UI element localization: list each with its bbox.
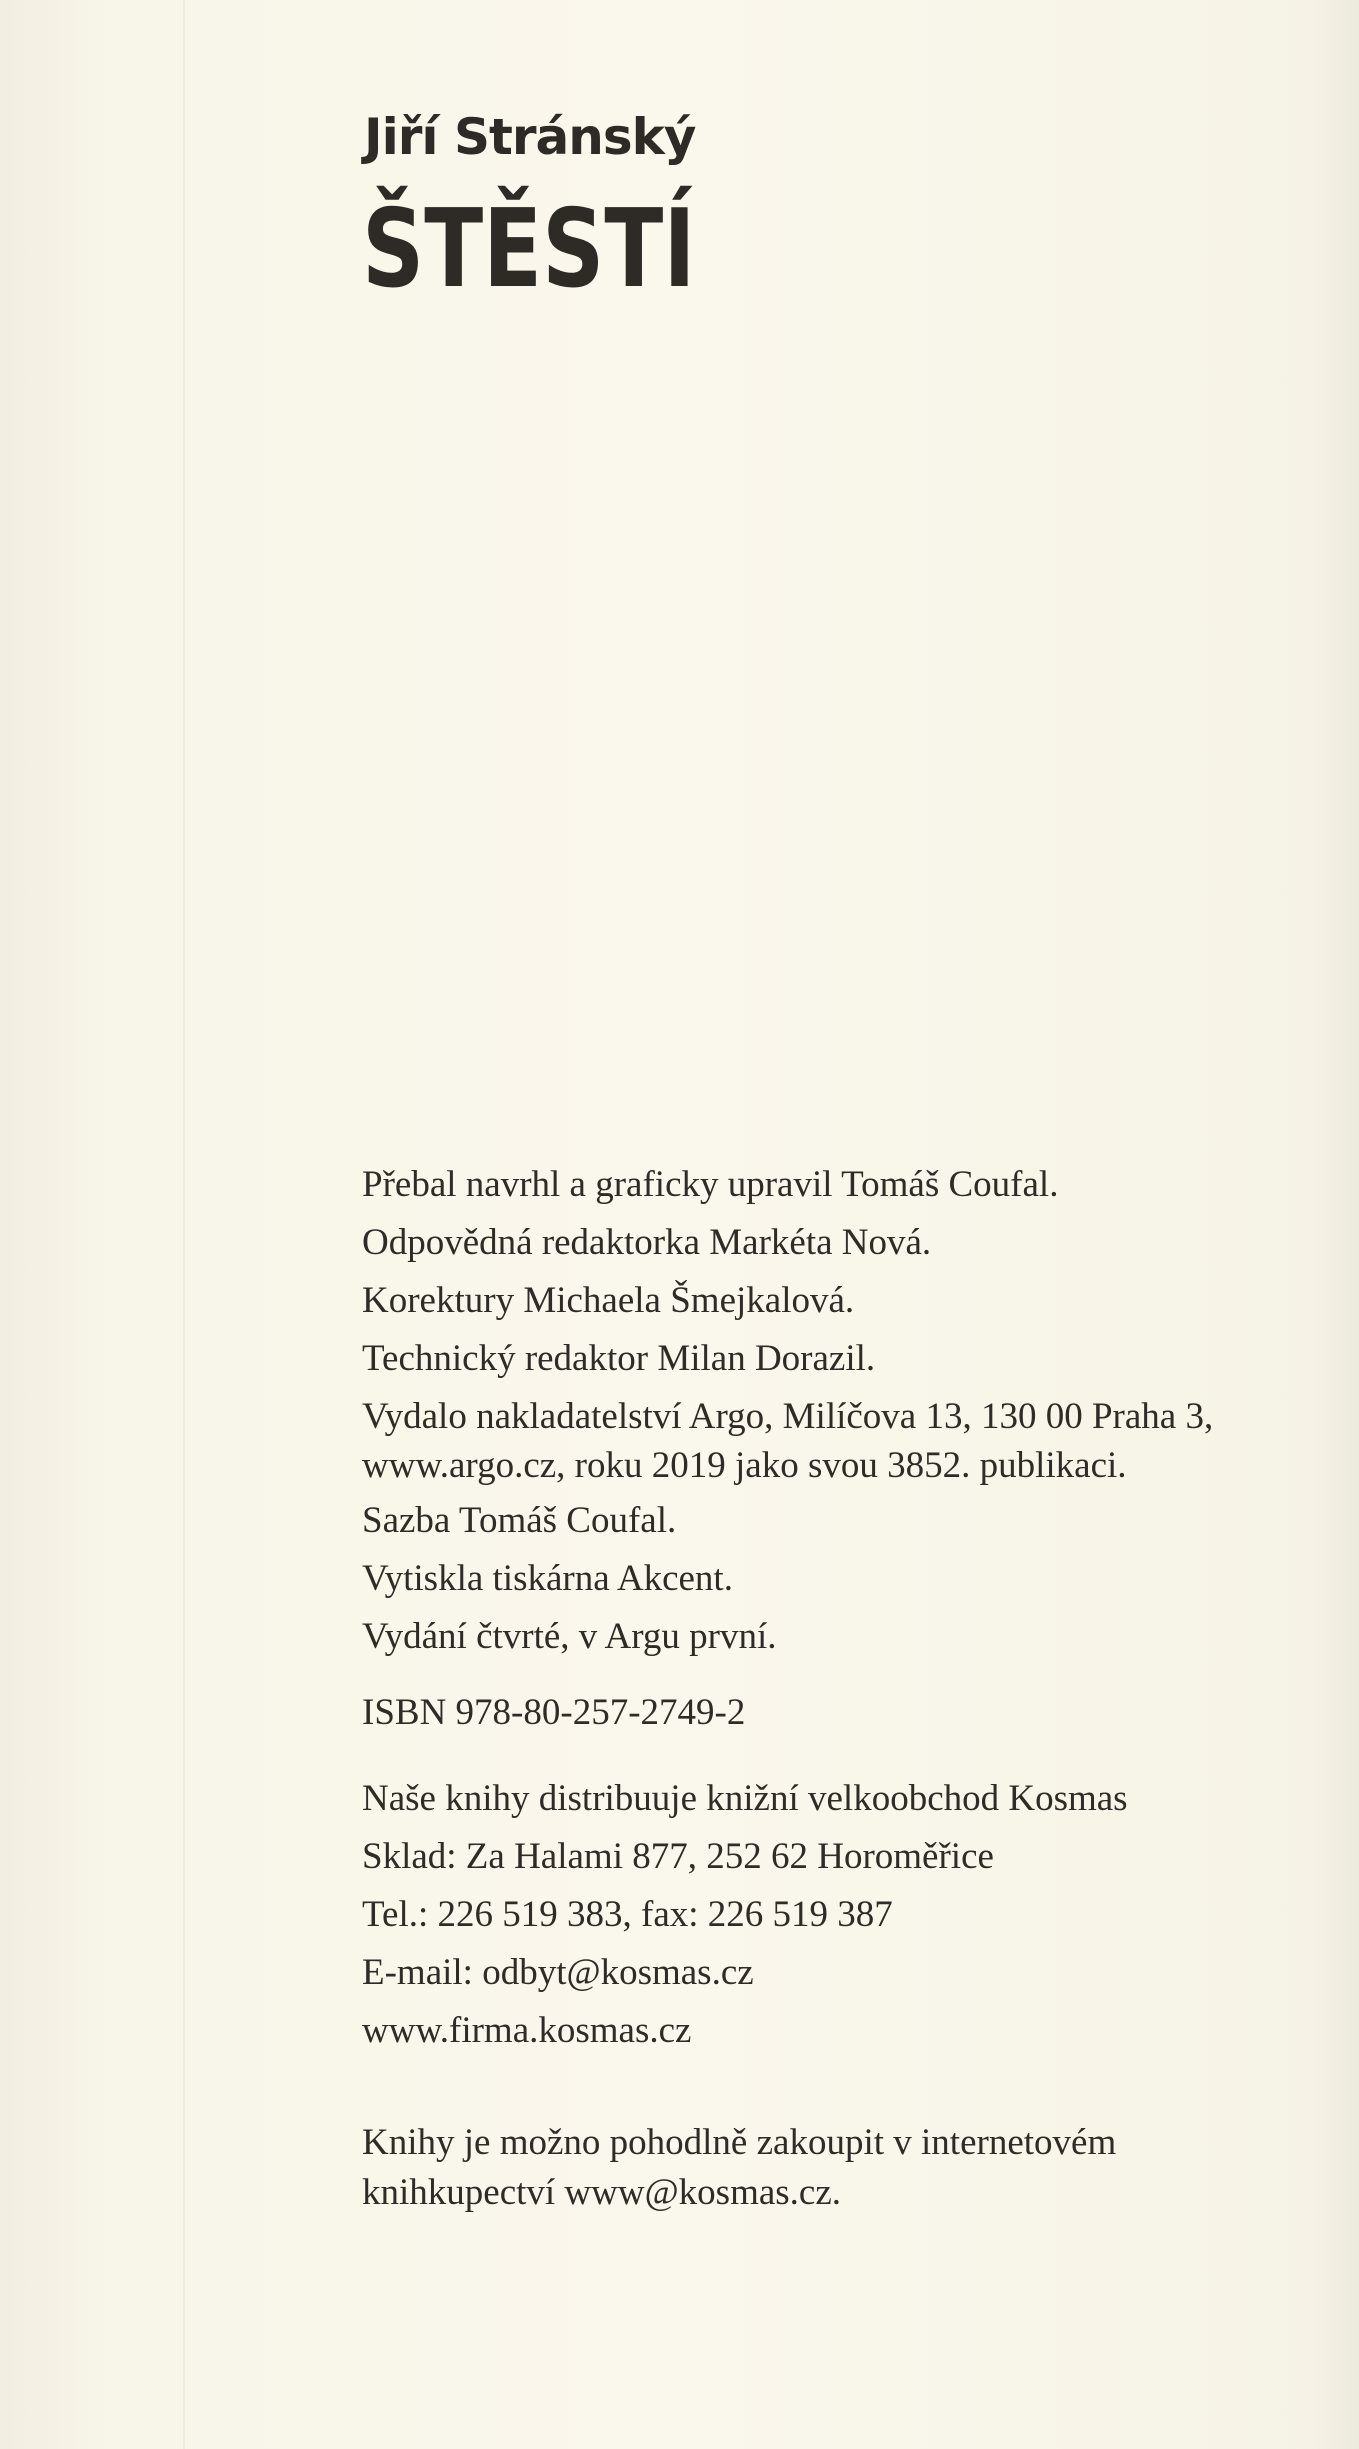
credit-typesetting: Sazba Tomáš Coufal. xyxy=(362,1500,677,1541)
credit-editor: Odpovědná redaktorka Markéta Nová. xyxy=(362,1222,932,1263)
distribution-phone: Tel.: 226 519 383, fax: 226 519 387 xyxy=(362,1894,893,1935)
credit-cover-design: Přebal navrhl a graficky upravil Tomáš Coufal. xyxy=(362,1164,1059,1205)
publisher-line-1: Vydalo nakladatelství Argo, Milíčova 13, 130 00 Praha 3, xyxy=(362,1396,1214,1437)
distribution-warehouse: Sklad: Za Halami 877, 252 62 Horoměřice xyxy=(362,1836,994,1877)
distribution-web: www.firma.kosmas.cz xyxy=(362,2010,692,2051)
author-name: Jiří Stránský xyxy=(364,108,696,166)
online-shop-line-2: knihkupectví www@kosmas.cz. xyxy=(362,2172,842,2213)
credit-printing: Vytiskla tiskárna Akcent. xyxy=(362,1558,733,1599)
edition-note: Vydání čtvrté, v Argu první. xyxy=(362,1616,777,1657)
credit-technical-editor: Technický redaktor Milan Dorazil. xyxy=(362,1338,876,1379)
page-edge-shadow xyxy=(1309,0,1359,2449)
online-shop-line-1: Knihy je možno pohodlně zakoupit v internetovém xyxy=(362,2122,1117,2163)
distribution-line: Naše knihy distribuuje knižní velkoobchod Kosmas xyxy=(362,1778,1128,1819)
book-title: ŠTĚSTÍ xyxy=(362,187,696,312)
isbn: ISBN 978-80-257-2749-2 xyxy=(362,1692,746,1733)
distribution-email: E-mail: odbyt@kosmas.cz xyxy=(362,1952,754,1993)
credit-proofreading: Korektury Michaela Šmejkalová. xyxy=(362,1280,855,1321)
page-fold-line xyxy=(183,0,185,2449)
publisher-line-2: www.argo.cz, roku 2019 jako svou 3852. publikaci. xyxy=(362,1445,1127,1486)
